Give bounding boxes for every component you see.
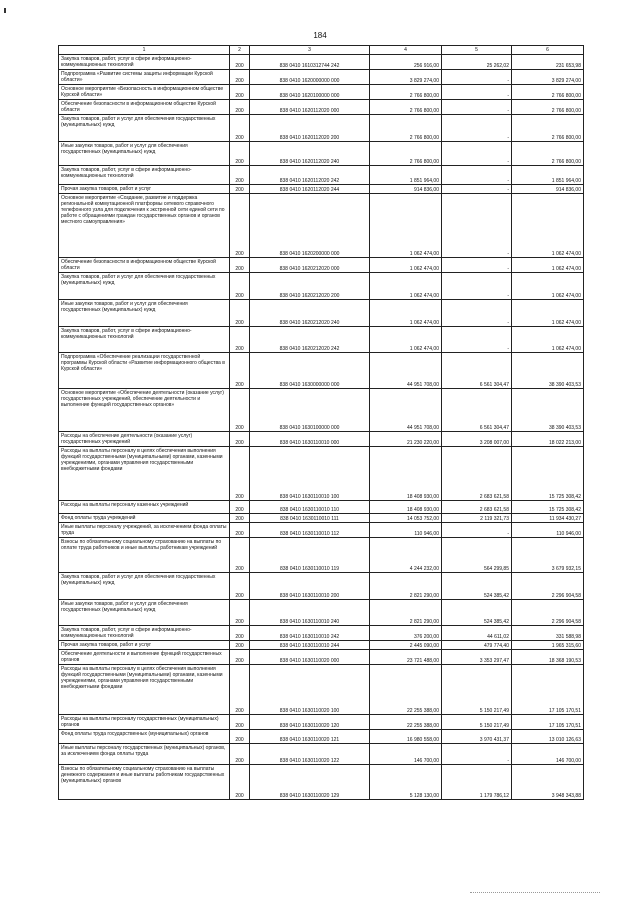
row-description: Иные закупки товаров, работ и услуг для обеспечения государственных (муниципальных) нужд (59, 142, 230, 166)
row-approved-amount: 23 721 488,00 (370, 650, 442, 665)
row-approved-amount: 2 766 800,00 (370, 100, 442, 115)
table-row (59, 650, 584, 665)
row-description: Закупка товаров, работ и услуг для обеспечения государственных (муниципальных) нужд (59, 115, 230, 142)
table-row (59, 432, 584, 447)
row-budget-code: 838 0410 1620112020 242 (250, 166, 370, 185)
row-description: Расходы на выплаты персоналу в целях обеспечения выполнения функций государственными (муниципальными) органами, казенными учреждениями, органами управления государственными внебюджетными фондами (59, 447, 230, 501)
budget-table (58, 45, 584, 800)
row-budget-code: 838 0410 1620100000 000 (250, 85, 370, 100)
row-budget-code: 838 0410 1620112020 240 (250, 142, 370, 166)
row-executed-amount: 564 299,85 (442, 538, 512, 573)
table-row (59, 730, 584, 744)
row-executed-amount: 3 970 431,37 (442, 730, 512, 744)
table-row (59, 300, 584, 327)
row-remaining-amount: 231 653,98 (512, 55, 584, 70)
row-approved-amount: 1 062 474,00 (370, 327, 442, 353)
table-row (59, 185, 584, 194)
row-line-code: 200 (230, 765, 250, 800)
row-executed-amount: 3 353 297,47 (442, 650, 512, 665)
table-row (59, 194, 584, 258)
row-remaining-amount: 1 062 474,00 (512, 327, 584, 353)
row-description: Закупка товаров, работ и услуг для обеспечения государственных (муниципальных) нужд (59, 273, 230, 300)
table-row (59, 327, 584, 353)
table-row (59, 501, 584, 514)
row-approved-amount: 2 821 290,00 (370, 573, 442, 600)
row-budget-code: 838 0410 1630110010 119 (250, 538, 370, 573)
row-executed-amount: - (442, 142, 512, 166)
row-remaining-amount: 3 829 274,00 (512, 70, 584, 85)
row-budget-code: 838 0410 1630110020 100 (250, 665, 370, 715)
row-budget-code: 838 0410 1620000000 000 (250, 70, 370, 85)
row-approved-amount: 1 062 474,00 (370, 300, 442, 327)
row-approved-amount: 21 230 220,00 (370, 432, 442, 447)
page-number: 184 (313, 31, 327, 40)
row-line-code: 200 (230, 573, 250, 600)
row-remaining-amount: 18 368 190,53 (512, 650, 584, 665)
row-remaining-amount: 1 062 474,00 (512, 273, 584, 300)
row-executed-amount: - (442, 258, 512, 273)
table-row (59, 523, 584, 538)
row-approved-amount: 18 408 930,00 (370, 447, 442, 501)
row-remaining-amount: 1 062 474,00 (512, 258, 584, 273)
row-remaining-amount: 2 766 800,00 (512, 142, 584, 166)
row-line-code: 200 (230, 185, 250, 194)
row-line-code: 200 (230, 665, 250, 715)
table-row (59, 115, 584, 142)
row-budget-code: 838 0410 1620212020 242 (250, 327, 370, 353)
table-row (59, 600, 584, 626)
row-description: Закупка товаров, работ, услуг в сфере информационно-коммуникационных технологий (59, 327, 230, 353)
row-budget-code: 838 0410 1630110010 244 (250, 641, 370, 650)
row-line-code: 200 (230, 600, 250, 626)
row-line-code: 200 (230, 258, 250, 273)
row-executed-amount: - (442, 300, 512, 327)
table-row (59, 715, 584, 730)
row-line-code: 200 (230, 70, 250, 85)
row-executed-amount: 25 262,02 (442, 55, 512, 70)
row-description: Основное мероприятие «Создание, развитие и поддержка региональной коммутационной платформы сетевого справочного телефонного узла для подключения к экстренной сети единой сети по работе с обращениями граждан государственных органов и органов местного самоуправления» (59, 194, 230, 258)
row-approved-amount: 2 821 290,00 (370, 600, 442, 626)
row-executed-amount: - (442, 194, 512, 258)
row-line-code: 200 (230, 166, 250, 185)
row-budget-code: 838 0410 1630100000 000 (250, 389, 370, 432)
row-executed-amount: 1 179 786,12 (442, 765, 512, 800)
row-remaining-amount: 11 934 430,27 (512, 514, 584, 523)
row-executed-amount: 5 150 217,49 (442, 665, 512, 715)
row-remaining-amount: 146 700,00 (512, 744, 584, 765)
row-budget-code: 838 0410 1620112020 000 (250, 100, 370, 115)
row-line-code: 200 (230, 432, 250, 447)
row-description: Обеспечение безопасности в информационном обществе Курской области (59, 100, 230, 115)
table-row (59, 142, 584, 166)
column-header: 2 (230, 46, 250, 55)
row-description: Прочая закупка товаров, работ и услуг (59, 641, 230, 650)
row-executed-amount: 2 119 321,73 (442, 514, 512, 523)
column-header: 4 (370, 46, 442, 55)
row-remaining-amount: 110 946,00 (512, 523, 584, 538)
row-budget-code: 838 0410 1630110010 112 (250, 523, 370, 538)
row-line-code: 200 (230, 650, 250, 665)
row-remaining-amount: 13 010 126,63 (512, 730, 584, 744)
column-header: 1 (59, 46, 230, 55)
row-remaining-amount: 1 062 474,00 (512, 300, 584, 327)
row-remaining-amount: 17 105 170,51 (512, 715, 584, 730)
table-row (59, 744, 584, 765)
row-remaining-amount: 15 725 308,42 (512, 447, 584, 501)
row-line-code: 200 (230, 626, 250, 641)
table-row (59, 353, 584, 389)
row-approved-amount: 44 951 708,00 (370, 353, 442, 389)
row-remaining-amount: 2 766 800,00 (512, 115, 584, 142)
row-line-code: 200 (230, 641, 250, 650)
row-approved-amount: 110 946,00 (370, 523, 442, 538)
row-executed-amount: 6 561 304,47 (442, 353, 512, 389)
row-remaining-amount: 38 390 403,53 (512, 389, 584, 432)
row-budget-code: 838 0410 1630110010 240 (250, 600, 370, 626)
row-description: Иные закупки товаров, работ и услуг для обеспечения государственных (муниципальных) нужд (59, 600, 230, 626)
row-line-code: 200 (230, 142, 250, 166)
table-row (59, 514, 584, 523)
row-description: Обеспечение безопасности в информационном обществе Курской области (59, 258, 230, 273)
table-row (59, 538, 584, 573)
row-description: Расходы на обеспечение деятельности (оказание услуг) государственных учреждений (59, 432, 230, 447)
row-executed-amount: 524 385,42 (442, 573, 512, 600)
row-executed-amount: - (442, 744, 512, 765)
row-description: Взносы по обязательному социальному страхованию на выплаты денежного содержания и иные выплаты работникам государственных (муниципальных) органов (59, 765, 230, 800)
row-executed-amount: - (442, 100, 512, 115)
row-line-code: 200 (230, 744, 250, 765)
row-remaining-amount: 18 022 213,00 (512, 432, 584, 447)
row-budget-code: 838 0410 1630110020 121 (250, 730, 370, 744)
row-approved-amount: 2 445 090,00 (370, 641, 442, 650)
row-approved-amount: 1 062 474,00 (370, 273, 442, 300)
row-budget-code: 838 0410 1630110020 000 (250, 650, 370, 665)
row-description: Иные закупки товаров, работ и услуг для обеспечения государственных (муниципальных) нужд (59, 300, 230, 327)
column-header: 3 (250, 46, 370, 55)
row-line-code: 200 (230, 715, 250, 730)
row-line-code: 200 (230, 523, 250, 538)
row-budget-code: 838 0410 1630110020 120 (250, 715, 370, 730)
row-line-code: 200 (230, 538, 250, 573)
row-budget-code: 838 0410 1630110020 122 (250, 744, 370, 765)
row-approved-amount: 914 836,00 (370, 185, 442, 194)
row-budget-code: 838 0410 1610312744 242 (250, 55, 370, 70)
row-approved-amount: 3 829 274,00 (370, 70, 442, 85)
row-budget-code: 838 0410 1630110010 242 (250, 626, 370, 641)
row-remaining-amount: 15 725 308,42 (512, 501, 584, 514)
table-row (59, 70, 584, 85)
row-budget-code: 838 0410 1630110010 111 (250, 514, 370, 523)
row-approved-amount: 376 200,00 (370, 626, 442, 641)
row-description: Прочая закупка товаров, работ и услуг (59, 185, 230, 194)
row-remaining-amount: 1 851 964,00 (512, 166, 584, 185)
row-budget-code: 838 0410 1630000000 000 (250, 353, 370, 389)
row-remaining-amount: 3 948 343,88 (512, 765, 584, 800)
row-approved-amount: 16 980 558,00 (370, 730, 442, 744)
row-line-code: 200 (230, 194, 250, 258)
row-executed-amount: - (442, 70, 512, 85)
table-row (59, 447, 584, 501)
row-budget-code: 838 0410 1620212020 200 (250, 273, 370, 300)
row-executed-amount: - (442, 273, 512, 300)
table-row (59, 85, 584, 100)
row-remaining-amount: 2 766 800,00 (512, 100, 584, 115)
table-row (59, 100, 584, 115)
row-executed-amount: 524 385,42 (442, 600, 512, 626)
row-executed-amount: - (442, 166, 512, 185)
row-description: Закупка товаров, работ, услуг в сфере информационно-коммуникационных технологий (59, 55, 230, 70)
row-approved-amount: 146 700,00 (370, 744, 442, 765)
row-description: Фонд оплаты труда учреждений (59, 514, 230, 523)
row-executed-amount: - (442, 185, 512, 194)
row-description: Закупка товаров, работ и услуг для обеспечения государственных (муниципальных) нужд (59, 573, 230, 600)
row-budget-code: 838 0410 1630110010 000 (250, 432, 370, 447)
row-budget-code: 838 0410 1630110010 200 (250, 573, 370, 600)
row-executed-amount: 2 683 621,58 (442, 501, 512, 514)
row-executed-amount: - (442, 85, 512, 100)
table-row (59, 389, 584, 432)
row-remaining-amount: 1 062 474,00 (512, 194, 584, 258)
row-remaining-amount: 2 296 904,58 (512, 600, 584, 626)
row-remaining-amount: 1 965 315,60 (512, 641, 584, 650)
table-row (59, 55, 584, 70)
table-row (59, 626, 584, 641)
row-line-code: 200 (230, 327, 250, 353)
row-line-code: 200 (230, 353, 250, 389)
row-executed-amount: 5 150 217,49 (442, 715, 512, 730)
row-description: Иные выплаты персоналу государственных (муниципальных) органов, за исключением фонда оплаты труда (59, 744, 230, 765)
table-row (59, 765, 584, 800)
row-approved-amount: 2 766 800,00 (370, 115, 442, 142)
row-description: Подпрограмма «Развитие системы защиты информации Курской области» (59, 70, 230, 85)
row-line-code: 200 (230, 100, 250, 115)
row-description: Основное мероприятие «Обеспечение деятельности (оказание услуг) государственных учреждений, обеспечение деятельности и выполнение функций государственных органов» (59, 389, 230, 432)
row-executed-amount: - (442, 523, 512, 538)
row-budget-code: 838 0410 1630110010 100 (250, 447, 370, 501)
row-line-code: 200 (230, 273, 250, 300)
row-budget-code: 838 0410 1620112020 200 (250, 115, 370, 142)
row-approved-amount: 256 916,00 (370, 55, 442, 70)
row-line-code: 200 (230, 447, 250, 501)
row-description: Подпрограмма «Обеспечение реализации государственной программы Курской области «Развитие информационного общества в Курской области» (59, 353, 230, 389)
column-header: 5 (442, 46, 512, 55)
row-budget-code: 838 0410 1620212020 000 (250, 258, 370, 273)
column-header: 6 (512, 46, 584, 55)
row-line-code: 200 (230, 501, 250, 514)
row-approved-amount: 22 255 388,00 (370, 665, 442, 715)
row-approved-amount: 1 062 474,00 (370, 194, 442, 258)
table-row (59, 258, 584, 273)
row-approved-amount: 22 255 388,00 (370, 715, 442, 730)
row-executed-amount: 479 774,40 (442, 641, 512, 650)
row-executed-amount: 3 208 007,00 (442, 432, 512, 447)
table-header-row (59, 46, 584, 55)
row-approved-amount: 18 408 930,00 (370, 501, 442, 514)
row-approved-amount: 1 062 474,00 (370, 258, 442, 273)
table-row (59, 641, 584, 650)
row-remaining-amount: 331 588,98 (512, 626, 584, 641)
row-description: Обеспечение деятельности и выполнение функций государственных органов (59, 650, 230, 665)
table-row (59, 573, 584, 600)
row-line-code: 200 (230, 389, 250, 432)
row-executed-amount: - (442, 327, 512, 353)
table-row (59, 273, 584, 300)
row-approved-amount: 2 766 800,00 (370, 142, 442, 166)
row-executed-amount: 6 561 304,47 (442, 389, 512, 432)
row-remaining-amount: 914 836,00 (512, 185, 584, 194)
row-line-code: 200 (230, 514, 250, 523)
row-budget-code: 838 0410 1620200000 000 (250, 194, 370, 258)
row-approved-amount: 2 766 800,00 (370, 85, 442, 100)
row-executed-amount: 2 683 621,58 (442, 447, 512, 501)
row-budget-code: 838 0410 1630110010 110 (250, 501, 370, 514)
page-edge-mark (4, 8, 6, 13)
row-description: Расходы на выплаты персоналу в целях обеспечения выполнения функций государственными (муниципальными) органами, казенными учреждениями, органами управления государственными внебюджетными фондами (59, 665, 230, 715)
row-description: Основное мероприятие «Безопасность в информационном обществе Курской области» (59, 85, 230, 100)
row-description: Расходы на выплаты персоналу казенных учреждений (59, 501, 230, 514)
row-approved-amount: 5 128 130,00 (370, 765, 442, 800)
row-description: Фонд оплаты труда государственных (муниципальных) органов (59, 730, 230, 744)
table-row (59, 665, 584, 715)
row-line-code: 200 (230, 115, 250, 142)
row-approved-amount: 4 244 232,00 (370, 538, 442, 573)
row-description: Взносы по обязательному социальному страхованию на выплаты по оплате труда работников и иные выплаты работникам учреждений (59, 538, 230, 573)
row-executed-amount: - (442, 115, 512, 142)
row-approved-amount: 1 851 964,00 (370, 166, 442, 185)
row-budget-code: 838 0410 1630110020 129 (250, 765, 370, 800)
row-line-code: 200 (230, 55, 250, 70)
row-approved-amount: 44 951 708,00 (370, 389, 442, 432)
row-budget-code: 838 0410 1620212020 240 (250, 300, 370, 327)
row-description: Закупка товаров, работ, услуг в сфере информационно-коммуникационных технологий (59, 166, 230, 185)
row-executed-amount: 44 611,02 (442, 626, 512, 641)
row-line-code: 200 (230, 85, 250, 100)
row-remaining-amount: 2 766 800,00 (512, 85, 584, 100)
table-row (59, 166, 584, 185)
row-description: Расходы на выплаты персоналу государственных (муниципальных) органов (59, 715, 230, 730)
row-approved-amount: 14 053 752,00 (370, 514, 442, 523)
row-remaining-amount: 2 296 904,58 (512, 573, 584, 600)
row-description: Закупка товаров, работ, услуг в сфере информационно-коммуникационных технологий (59, 626, 230, 641)
row-remaining-amount: 17 105 170,51 (512, 665, 584, 715)
row-remaining-amount: 38 390 403,53 (512, 353, 584, 389)
row-remaining-amount: 3 679 932,15 (512, 538, 584, 573)
footer-dotted-line (470, 892, 600, 893)
row-description: Иные выплаты персоналу учреждений, за исключением фонда оплаты труда (59, 523, 230, 538)
row-budget-code: 838 0410 1620112020 244 (250, 185, 370, 194)
row-line-code: 200 (230, 300, 250, 327)
row-line-code: 200 (230, 730, 250, 744)
